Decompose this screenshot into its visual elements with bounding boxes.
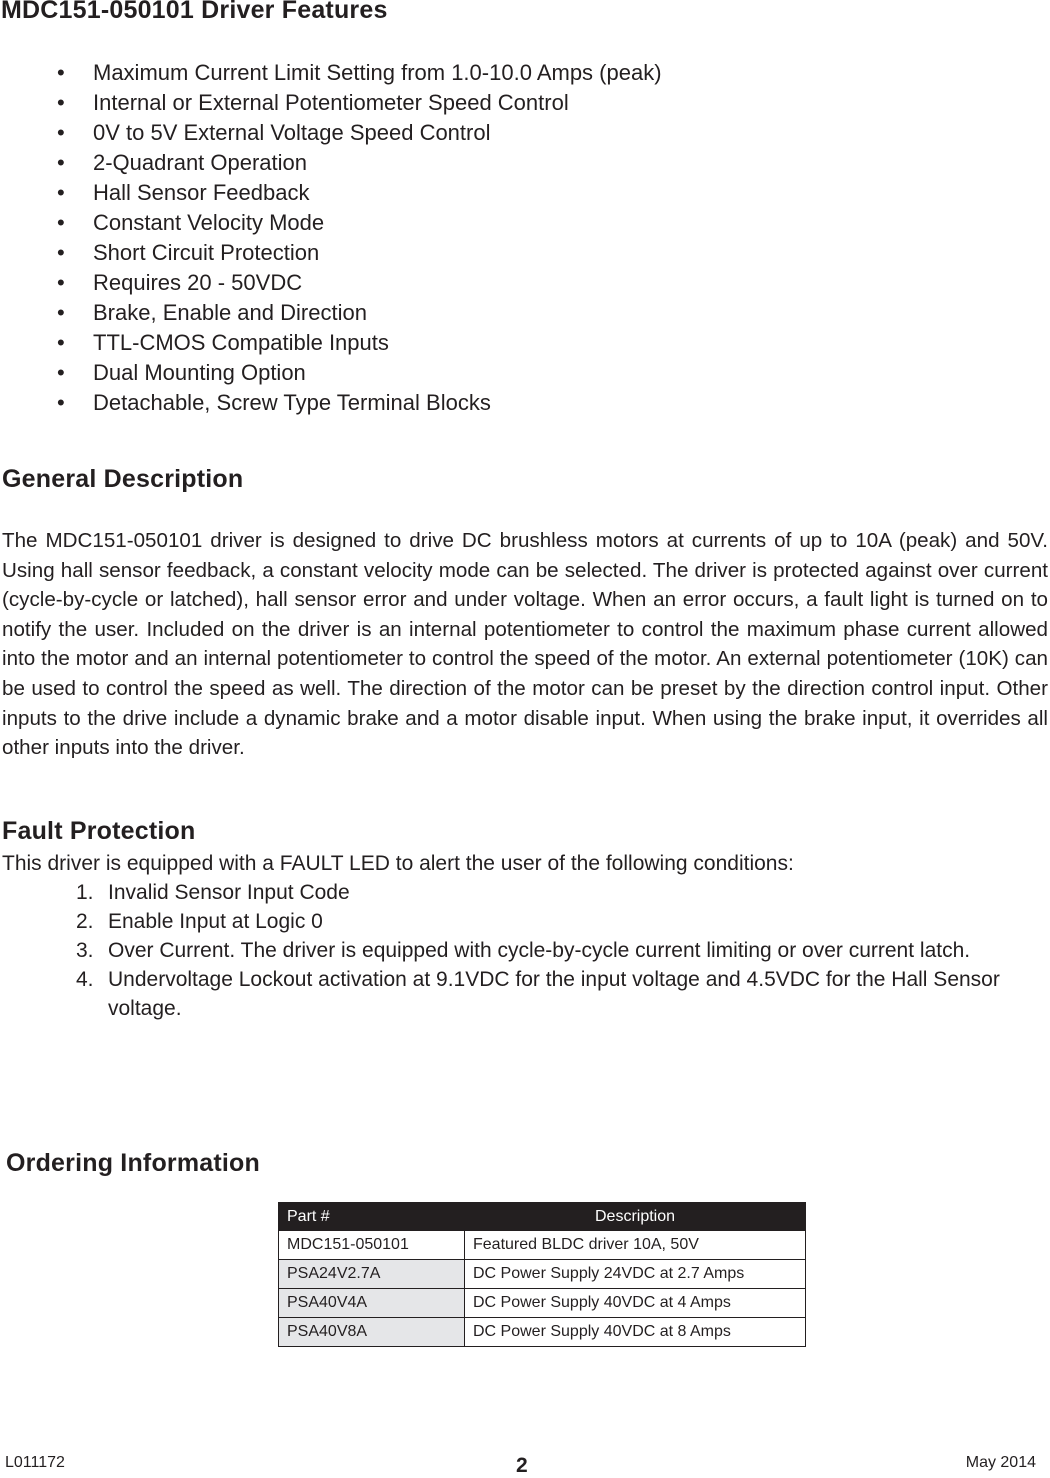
list-item xyxy=(0,878,1050,907)
document-date: May 2014 xyxy=(965,1454,1036,1471)
page-number: 2 xyxy=(516,1454,528,1477)
feature-text: Maximum Current Limit Setting from 1.0-10.0 Amps (peak) xyxy=(93,60,662,85)
fault-condition-text: Invalid Sensor Input Code xyxy=(108,881,350,904)
document-code: L011172 xyxy=(5,1454,65,1471)
column-header-part: Part # xyxy=(279,1203,465,1231)
fault-condition-text: Enable Input at Logic 0 xyxy=(108,910,323,933)
feature-text: 2-Quadrant Operation xyxy=(93,150,308,175)
list-item xyxy=(0,148,662,178)
list-item xyxy=(0,118,662,148)
table-row xyxy=(279,1318,806,1347)
part-number-cell: MDC151-050101 xyxy=(279,1231,465,1260)
bullet: • xyxy=(57,60,65,85)
bullet: • xyxy=(57,240,65,265)
fault-protection-heading: Fault Protection xyxy=(2,817,196,845)
feature-text: Internal or External Potentiometer Speed Control xyxy=(93,90,569,115)
bullet: • xyxy=(57,210,65,235)
ordering-table xyxy=(278,1202,806,1347)
item-number: 4. xyxy=(76,968,94,991)
item-number: 2. xyxy=(76,910,94,933)
list-item xyxy=(0,388,662,418)
feature-text: Detachable, Screw Type Terminal Blocks xyxy=(93,390,491,415)
general-description-body: The MDC151-050101 driver is designed to drive DC brushless motors at currents of up to 10A (peak) and 50V. Using hall sensor feedback, a constant velocity mode can be selected. The driver is protected against over current (cycle-by-cycle or latched), hall sensor error and under voltage. When an error occurs, a fault light is turned on to notify the user. Included on the driver is an internal potentiometer to control the maximum phase current allowed into the motor and an internal potentiometer to control the speed of the motor. An external potentiometer (10K) can be used to control the speed as well. The direction of the motor can be preset by the direction control input. Other inputs to the drive include a dynamic brake and a motor disable input. When using the brake input, it overrides all other inputs into the driver. xyxy=(2,529,1048,760)
table-row xyxy=(279,1289,806,1318)
bullet: • xyxy=(57,300,65,325)
bullet: • xyxy=(57,360,65,385)
description-cell: DC Power Supply 24VDC at 2.7 Amps xyxy=(465,1260,806,1289)
list-item xyxy=(0,88,662,118)
description-cell: DC Power Supply 40VDC at 4 Amps xyxy=(465,1289,806,1318)
table-row xyxy=(279,1231,806,1260)
description-cell: DC Power Supply 40VDC at 8 Amps xyxy=(465,1318,806,1347)
list-item xyxy=(0,936,1050,965)
list-item xyxy=(0,268,662,298)
table-header-row xyxy=(279,1203,806,1231)
list-item xyxy=(0,178,662,208)
part-number-cell: PSA40V8A xyxy=(279,1318,465,1347)
features-heading: MDC151-050101 Driver Features xyxy=(1,0,388,24)
feature-text: Requires 20 - 50VDC xyxy=(93,270,303,295)
feature-text: TTL-CMOS Compatible Inputs xyxy=(93,330,389,355)
feature-text: Constant Velocity Mode xyxy=(93,210,325,235)
bullet: • xyxy=(57,180,65,205)
column-header-description: Description xyxy=(465,1203,806,1231)
bullet: • xyxy=(57,150,65,175)
list-item xyxy=(0,298,662,328)
fault-protection-intro: This driver is equipped with a FAULT LED to alert the user of the following conditions: xyxy=(2,852,794,875)
fault-condition-text: Over Current. The driver is equipped with cycle-by-cycle current limiting or over current latch. xyxy=(108,939,971,962)
feature-text: Dual Mounting Option xyxy=(93,360,306,385)
list-item xyxy=(0,238,662,268)
features-list xyxy=(0,58,662,418)
item-number: 1. xyxy=(76,881,94,904)
part-number-cell: PSA24V2.7A xyxy=(279,1260,465,1289)
feature-text: 0V to 5V External Voltage Speed Control xyxy=(93,120,491,145)
feature-text: Brake, Enable and Direction xyxy=(93,300,367,325)
bullet: • xyxy=(57,120,65,145)
bullet: • xyxy=(57,270,65,295)
item-number: 3. xyxy=(76,939,94,962)
list-item xyxy=(0,965,1050,1023)
fault-conditions-list xyxy=(0,878,1050,1023)
bullet: • xyxy=(57,90,65,115)
feature-text: Short Circuit Protection xyxy=(93,240,320,265)
part-number-cell: PSA40V4A xyxy=(279,1289,465,1318)
ordering-information-heading: Ordering Information xyxy=(6,1149,260,1177)
list-item xyxy=(0,358,662,388)
list-item xyxy=(0,328,662,358)
description-cell: Featured BLDC driver 10A, 50V xyxy=(465,1231,806,1260)
list-item xyxy=(0,907,1050,936)
fault-condition-text: Undervoltage Lockout activation at 9.1VDC for the input voltage and 4.5VDC for the Hall Sensor voltage. xyxy=(108,968,1000,1020)
list-item xyxy=(0,58,662,88)
bullet: • xyxy=(57,390,65,415)
bullet: • xyxy=(57,330,65,355)
general-description-heading: General Description xyxy=(2,465,244,493)
list-item xyxy=(0,208,662,238)
table-row xyxy=(279,1260,806,1289)
feature-text: Hall Sensor Feedback xyxy=(93,180,310,205)
